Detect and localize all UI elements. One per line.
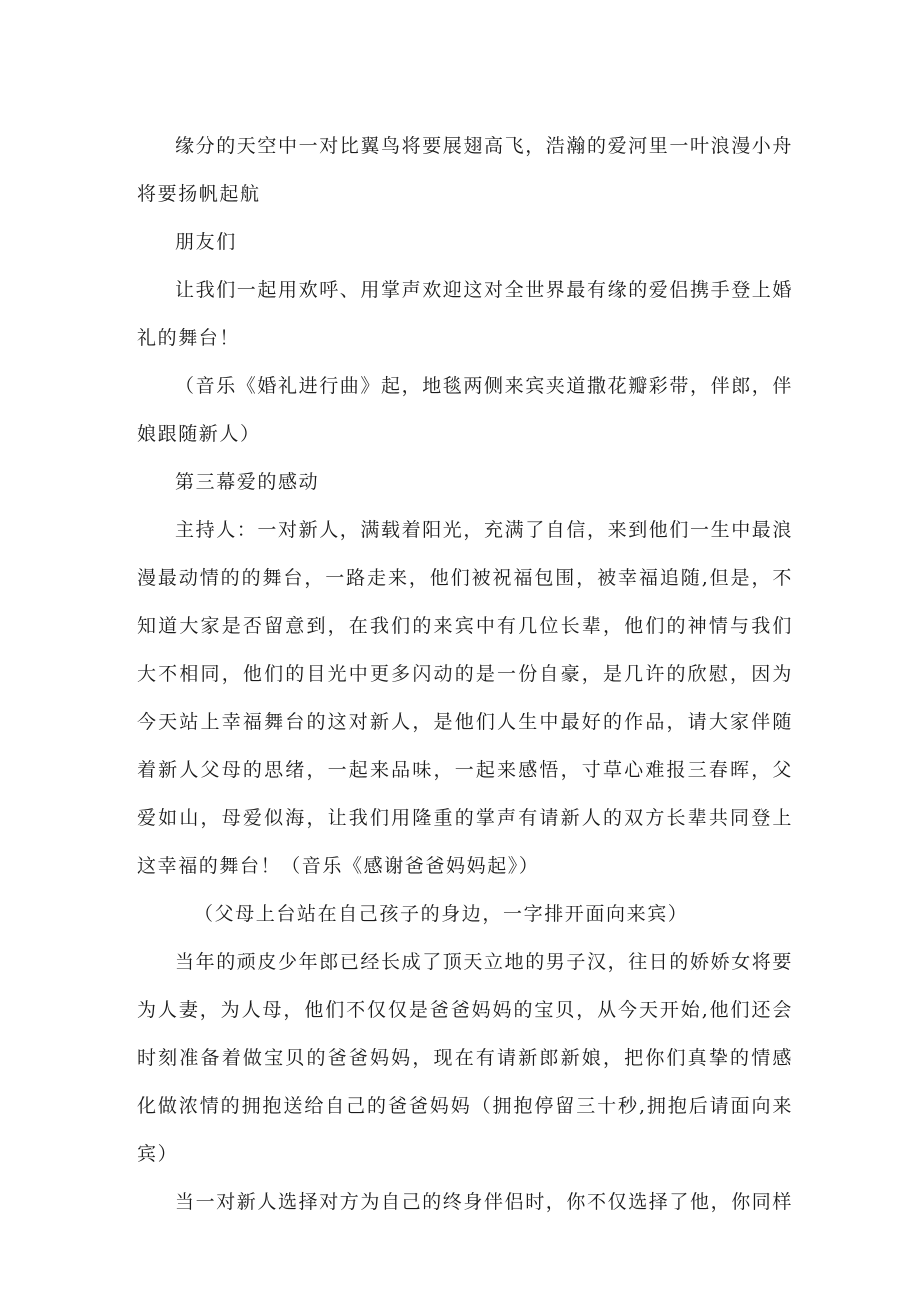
paragraph-3: 让我们一起用欢呼、用掌声欢迎这对全世界最有缘的爱侣携手登上婚礼的舞台！ bbox=[137, 279, 794, 349]
paragraph-1: 缘分的天空中一对比翼鸟将要展翅高飞，浩瀚的爱河里一叶浪漫小舟将要扬帆起航 bbox=[137, 135, 794, 205]
paragraph-8: 当年的顽皮少年郎已经长成了顶天立地的男子汉，往日的娇娇女将要为人妻，为人母，他们不仅仅是爸爸妈妈的宝贝，从今天开始,他们还会时刻准备着做宝贝的爸爸妈妈，现在有请新郎新娘，把你们真挚的情感化做浓情的拥抱送给自己的爸爸妈妈（拥抱停留三十秒,拥抱后请面向来宾） bbox=[137, 951, 794, 1165]
document-body bbox=[137, 122, 793, 1226]
paragraph-5: 第三幕爱的感动 bbox=[175, 471, 320, 493]
paragraph-7: （父母上台站在自己孩子的身边，一字排开面向来宾） bbox=[194, 903, 689, 925]
paragraph-9: 当一对新人选择对方为自己的终身伴侣时，你不仅选择了他，你同样 bbox=[175, 1191, 794, 1213]
paragraph-2: 朋友们 bbox=[175, 231, 237, 253]
paragraph-4: （音乐《婚礼进行曲》起，地毯两侧来宾夹道撒花瓣彩带，伴郎，伴娘跟随新人） bbox=[137, 375, 794, 445]
paragraph-6: 主持人：一对新人，满载着阳光，充满了自信，来到他们一生中最浪漫最动情的的舞台，一路走来，他们被祝福包围，被幸福追随,但是，不知道大家是否留意到，在我们的来宾中有几位长辈，他们的神情与我们大不相同，他们的目光中更多闪动的是一份自豪，是几许的欣慰，因为今天站上幸福舞台的这对新人，是他们人生中最好的作品，请大家伴随着新人父母的思绪，一起来品味，一起来感悟，寸草心难报三春晖，父爱如山，母爱似海，让我们用隆重的掌声有请新人的双方长辈共同登上这幸福的舞台！（音乐《感谢爸爸妈妈起》） bbox=[137, 519, 794, 877]
